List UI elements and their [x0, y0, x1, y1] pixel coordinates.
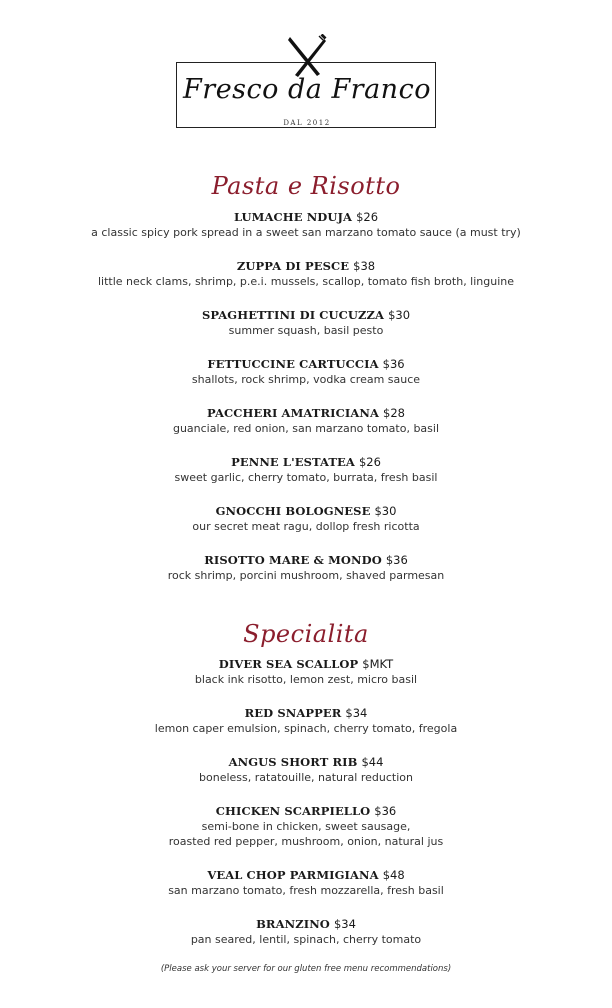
- item-price: $36: [382, 357, 405, 371]
- item-name: SPAGHETTINI DI CUCUZZA: [201, 308, 385, 322]
- menu-item: [0, 356, 612, 387]
- menu-item: [0, 916, 612, 947]
- item-name: DIVER SEA SCALLOP: [218, 657, 359, 671]
- menu-item: [0, 754, 612, 785]
- item-name: RISOTTO MARE & MONDO: [204, 553, 382, 567]
- section-title-pasta: Pasta e Risotto: [211, 172, 401, 200]
- menu-item: [0, 867, 612, 898]
- menu-item: [0, 705, 612, 736]
- item-description: san marzano tomato, fresh mozzarella, fresh basil: [168, 884, 444, 897]
- item-description: boneless, ratatouille, natural reduction: [199, 771, 413, 784]
- item-price: $MKT: [362, 657, 394, 671]
- menu-item: [0, 552, 612, 583]
- item-price: $36: [385, 553, 408, 567]
- item-description: summer squash, basil pesto: [228, 324, 384, 337]
- item-price: $44: [361, 755, 384, 769]
- item-description: black ink risotto, lemon zest, micro basil: [194, 673, 418, 686]
- item-description: little neck clams, shrimp, p.e.i. mussels, scallop, tomato fish broth, linguine: [97, 275, 515, 288]
- logo-name: Fresco da Franco: [183, 74, 431, 105]
- pasta-menu-list: [0, 209, 612, 583]
- menu-item: [0, 656, 612, 687]
- item-description: sweet garlic, cherry tomato, burrata, fresh basil: [174, 471, 438, 484]
- item-description: pan seared, lentil, spinach, cherry tomato: [190, 933, 422, 946]
- item-price: $38: [353, 259, 376, 273]
- item-price: $34: [333, 917, 356, 931]
- item-description: a classic spicy pork spread in a sweet san marzano tomato sauce (a must try): [91, 226, 521, 239]
- item-description: our secret meat ragu, dollop fresh ricotta: [192, 520, 420, 533]
- item-price: $28: [383, 406, 405, 420]
- item-name: RED SNAPPER: [244, 706, 342, 720]
- item-name: ZUPPA DI PESCE: [236, 259, 350, 273]
- item-name: CHICKEN SCARPIELLO: [215, 804, 371, 818]
- item-description: guanciale, red onion, san marzano tomato, basil: [172, 422, 440, 435]
- item-name: VEAL CHOP PARMIGIANA: [207, 868, 379, 882]
- menu-item: [0, 307, 612, 338]
- item-description: shallots, rock shrimp, vodka cream sauce: [191, 373, 421, 386]
- specialita-menu-list: [0, 656, 612, 947]
- item-name: ANGUS SHORT RIB: [228, 755, 358, 769]
- menu-item: [0, 503, 612, 534]
- logo-since: DAL 2012: [277, 119, 336, 127]
- item-name: GNOCCHI BOLOGNESE: [215, 504, 371, 518]
- item-price: $48: [382, 868, 405, 882]
- gluten-free-note: (Please ask your server for our gluten free menu recommendations): [160, 964, 452, 974]
- item-description: semi-bone in chicken, sweet sausage, roasted red pepper, mushroom, onion, natural jus: [168, 820, 444, 848]
- item-name: FETTUCCINE CARTUCCIA: [207, 357, 379, 371]
- item-name: PACCHERI AMATRICIANA: [207, 406, 379, 420]
- menu-item: [0, 454, 612, 485]
- item-description: lemon caper emulsion, spinach, cherry tomato, fregola: [154, 722, 458, 735]
- item-name: BRANZINO: [256, 917, 330, 931]
- item-price: $30: [388, 308, 411, 322]
- menu-item: [0, 405, 612, 436]
- item-price: $30: [374, 504, 397, 518]
- restaurant-logo: [176, 34, 438, 132]
- item-description: rock shrimp, porcini mushroom, shaved parmesan: [167, 569, 445, 582]
- item-name: LUMACHE NDUJA: [233, 210, 353, 224]
- menu-item: [0, 209, 612, 240]
- section-title-specialita: Specialita: [243, 620, 369, 648]
- menu-item: [0, 803, 612, 849]
- item-price: $26: [356, 210, 379, 224]
- item-price: $26: [358, 455, 381, 469]
- item-price: $34: [345, 706, 368, 720]
- menu-item: [0, 258, 612, 289]
- item-name: PENNE L'ESTATEA: [231, 455, 355, 469]
- item-price: $36: [374, 804, 397, 818]
